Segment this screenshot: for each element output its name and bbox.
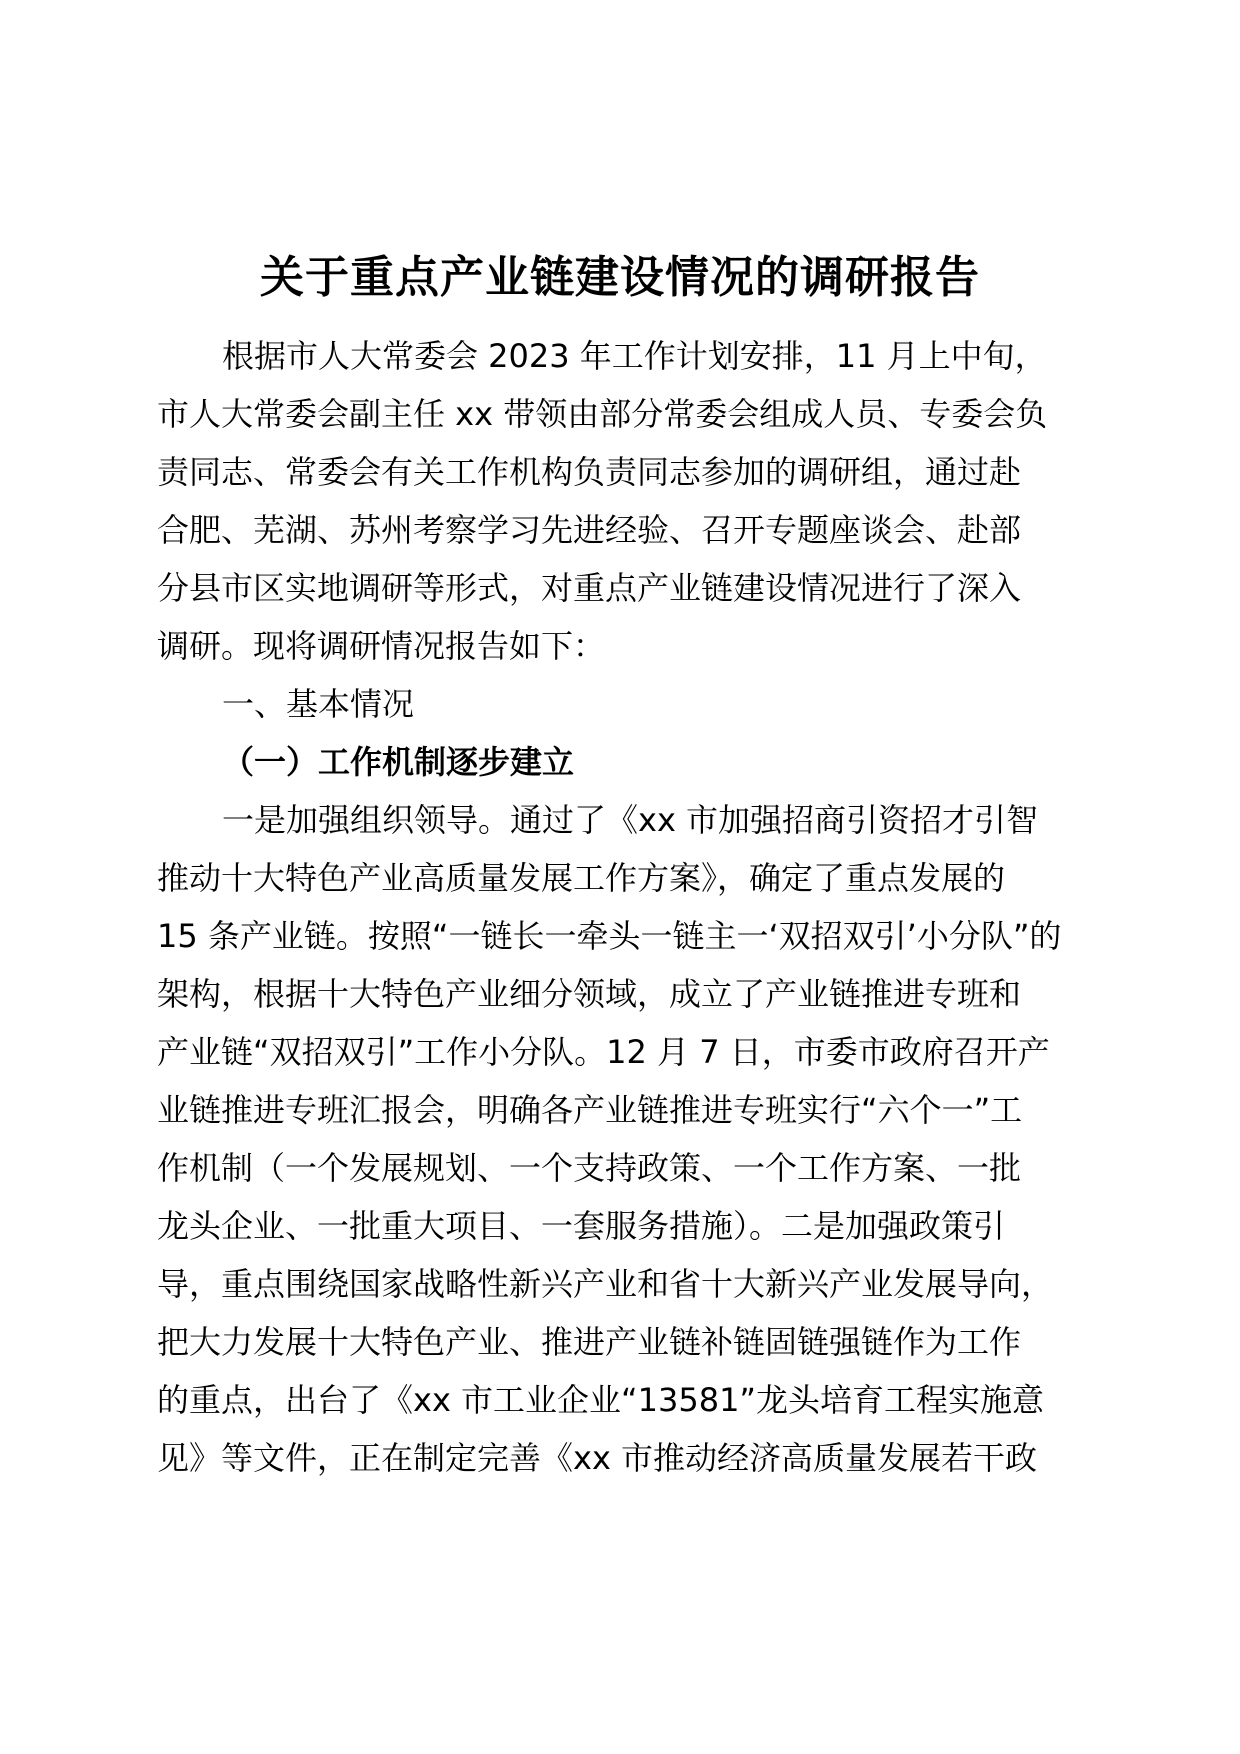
paragraph-line: 推动十大特色产业高质量发展工作方案》，确定了重点发展的 — [157, 859, 1006, 897]
paragraph-line: 架构，根据十大特色产业细分领域，成立了产业链推进专班和 — [157, 975, 1022, 1013]
paragraph-line: 产业链“双招双引”工作小分队。12 月 7 日，市委市政府召开产 — [157, 1033, 1050, 1071]
paragraph-line: 根据市人大常委会 2023 年工作计划安排，11 月上中旬， — [222, 337, 1047, 375]
paragraph-line: 市人大常委会副主任 xx 带领由部分常委会组成人员、专委会负 — [157, 395, 1048, 433]
paragraph-line: 作机制（一个发展规划、一个支持政策、一个工作方案、一批 — [157, 1149, 1022, 1187]
paragraph-line: 把大力发展十大特色产业、推进产业链补链固链强链作为工作 — [157, 1323, 1022, 1361]
paragraph-line: 分县市区实地调研等形式，对重点产业链建设情况进行了深入 — [157, 569, 1022, 607]
paragraph-line: 责同志、常委会有关工作机构负责同志参加的调研组，通过赴 — [157, 453, 1022, 491]
section-heading: 一、基本情况 — [222, 685, 415, 723]
paragraph-line: 的重点，出台了《xx 市工业企业“13581”龙头培育工程实施意 — [157, 1381, 1045, 1419]
paragraph-line: 业链推进专班汇报会，明确各产业链推进专班实行“六个一”工 — [157, 1091, 1023, 1129]
paragraph-line: 15 条产业链。按照“一链长一牵头一链主一‘双招双引’小分队”的 — [157, 917, 1062, 955]
paragraph-line: 见》等文件，正在制定完善《xx 市推动经济高质量发展若干政 — [157, 1439, 1038, 1477]
paragraph-line: 调研。现将调研情况报告如下： — [157, 627, 606, 665]
paragraph-line: 一是加强组织领导。通过了《xx 市加强招商引资招才引智 — [222, 801, 1039, 839]
paragraph-line: 导，重点围绕国家战略性新兴产业和省十大新兴产业发展导向， — [157, 1265, 1054, 1303]
paragraph-line: 龙头企业、一批重大项目、一套服务措施）。二是加强政策引 — [157, 1207, 1006, 1245]
document-title: 关于重点产业链建设情况的调研报告 — [260, 252, 980, 303]
subsection-heading: （一）工作机制逐步建立 — [222, 743, 575, 781]
paragraph-line: 合肥、芜湖、苏州考察学习先进经验、召开专题座谈会、赴部 — [157, 511, 1022, 549]
